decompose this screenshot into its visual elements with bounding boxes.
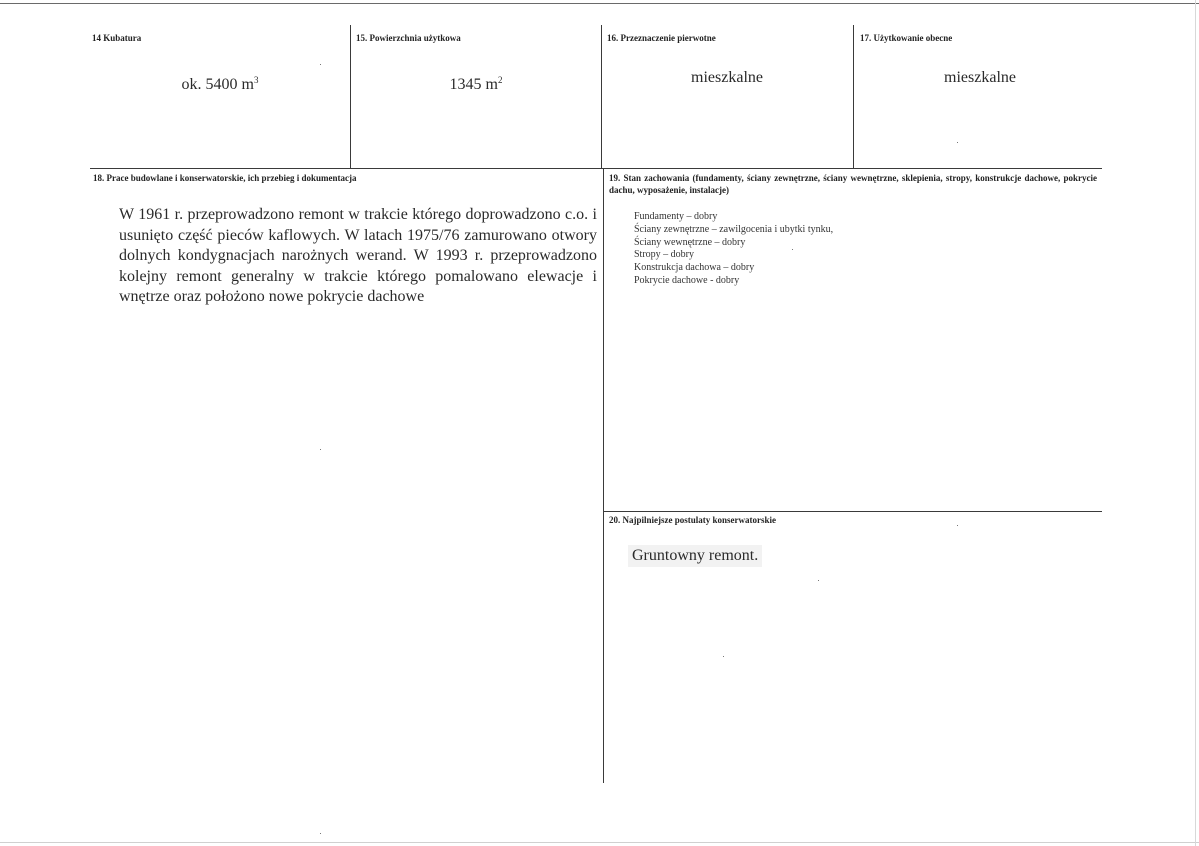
col-divider-15-16 [601, 25, 602, 168]
scan-speck [320, 64, 321, 65]
scan-speck [818, 580, 819, 581]
kubatura-number: ok. 5400 m [181, 76, 254, 93]
powierzchnia-number: 1345 m [449, 76, 498, 93]
stan-zachowania-label: 19. Stan zachowania (fundamenty, ściany zewnętrzne, ściany wewnętrzne, sklepienia, stropy, konstrukcje dachowe, pokrycie dachu, wyposażenie, instalacje) [609, 173, 1097, 195]
scan-speck [320, 833, 321, 834]
col-divider-14-15 [350, 25, 351, 168]
przeznaczenie-value: mieszkalne [691, 69, 763, 86]
kubatura-value [100, 76, 340, 94]
uzytkowanie-label: 17. Użytkowanie obecne [860, 33, 953, 43]
top-border [0, 3, 1199, 4]
uzytkowanie-value: mieszkalne [944, 69, 1016, 86]
powierzchnia-label: 15. Powierzchnia użytkowa [356, 33, 461, 43]
powierzchnia-unit-sup: 2 [497, 75, 503, 85]
list-item: Fundamenty – dobry [634, 211, 718, 222]
col-divider-16-17 [853, 25, 854, 168]
list-item: Ściany zewnętrzne – zawilgocenia i ubytki tynku, [634, 223, 834, 235]
prace-budowlane-label: 18. Prace budowlane i konserwatorskie, ich przebieg i dokumentacja [93, 173, 357, 183]
prace-budowlane-text: W 1961 r. przeprowadzono remont w trakcie którego doprowadzono c.o. i usunięto część pieców kaflowych. W latach 1975/76 zamurowano otwory dolnych kondygnacjach narożnych werand. W 1993 r. przeprowadzono kolejny remont generalny w trakcie którego pomalowano elewacje i wnętrze oraz położono nowe pokrycie dachowe [119, 206, 597, 305]
scan-speck [723, 656, 724, 657]
col-divider-18-19 [603, 168, 604, 783]
przeznaczenie-label: 16. Przeznaczenie pierwotne [607, 33, 716, 43]
row-divider-2 [603, 511, 1102, 512]
kubatura-label: 14 Kubatura [92, 33, 142, 43]
list-item: Stropy – dobry [634, 249, 694, 261]
kubatura-unit-sup: 3 [253, 75, 259, 85]
scan-speck [320, 449, 321, 450]
row-divider-1 [90, 168, 1102, 169]
scan-speck [957, 142, 958, 143]
list-item: Konstrukcja dachowa – dobry [634, 262, 755, 274]
list-item: Ściany wewnętrzne – dobry [634, 236, 746, 248]
scan-speck [792, 249, 793, 250]
list-item: Pokrycie dachowe - dobry [634, 274, 740, 286]
postulaty-label: 20. Najpilniejsze postulaty konserwatorskie [609, 515, 776, 525]
powierzchnia-value [356, 76, 596, 94]
postulaty-value: Gruntowny remont. [628, 545, 762, 567]
bottom-faint-border [0, 842, 1199, 843]
scan-speck [957, 525, 958, 526]
stan-zachowania-list [634, 211, 833, 288]
right-faint-border [1195, 0, 1196, 846]
